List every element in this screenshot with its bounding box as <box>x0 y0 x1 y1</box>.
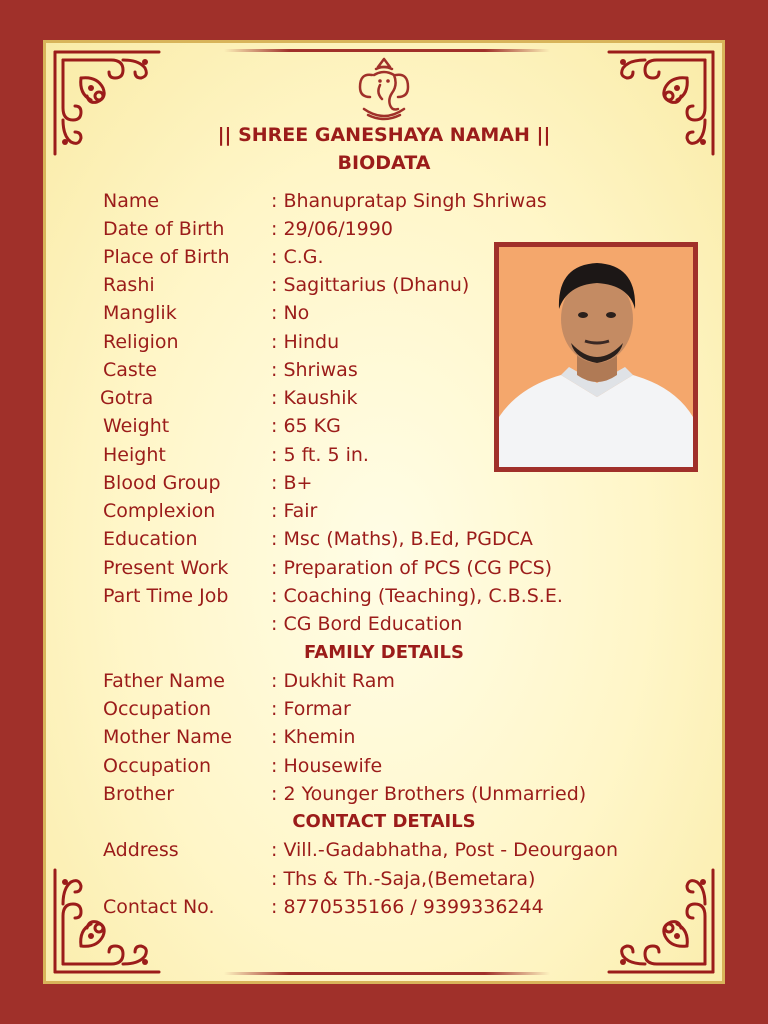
detail-value: : Vill.-Gadabhatha, Post - Deourgaon <box>271 839 619 861</box>
corner-ornament-icon <box>51 866 163 976</box>
detail-label: Education <box>103 528 198 550</box>
detail-value: : CG Bord Education <box>271 613 463 635</box>
detail-label: Height <box>103 444 166 466</box>
biodata-card <box>43 40 725 984</box>
detail-value: : Preparation of PCS (CG PCS) <box>271 557 553 579</box>
detail-label: Name <box>103 190 160 212</box>
detail-label: Contact No. <box>103 896 215 918</box>
detail-value: : Bhanupratap Singh Shriwas <box>271 190 547 212</box>
detail-label: Brother <box>103 783 175 805</box>
top-decorative-line <box>224 49 550 52</box>
detail-label: Place of Birth <box>103 246 230 268</box>
detail-value: : No <box>271 302 310 324</box>
bottom-decorative-line <box>224 972 550 975</box>
detail-label: Mother Name <box>103 726 233 748</box>
detail-label: Religion <box>103 331 179 353</box>
detail-label: Manglik <box>103 302 177 324</box>
header-title: || SHREE GANESHAYA NAMAH || <box>217 124 551 146</box>
detail-label: Father Name <box>103 670 225 692</box>
profile-photo <box>494 242 698 472</box>
detail-value: : 29/06/1990 <box>271 218 393 240</box>
detail-label: Occupation <box>103 698 211 720</box>
detail-label: Blood Group <box>103 472 221 494</box>
detail-label: Part Time Job <box>103 585 229 607</box>
family-details-heading: FAMILY DETAILS <box>304 642 464 663</box>
corner-ornament-icon <box>605 866 717 976</box>
detail-label: Rashi <box>103 274 155 296</box>
detail-value: : Fair <box>271 500 318 522</box>
detail-label: Address <box>103 839 179 861</box>
detail-value: : Ths & Th.-Saja,(Bemetara) <box>271 868 536 890</box>
detail-value: : Hindu <box>271 331 340 353</box>
header-subtitle: BIODATA <box>337 152 431 174</box>
ganesha-icon <box>354 55 414 125</box>
detail-value: : Msc (Maths), B.Ed, PGDCA <box>271 528 533 550</box>
detail-value: : Khemin <box>271 726 356 748</box>
detail-label: Weight <box>103 415 170 437</box>
detail-value: : Dukhit Ram <box>271 670 395 692</box>
detail-value: : Sagittarius (Dhanu) <box>271 274 470 296</box>
detail-value: : Coaching (Teaching), C.B.S.E. <box>271 585 563 607</box>
detail-value: : B+ <box>271 472 313 494</box>
detail-value: : 65 KG <box>271 415 341 437</box>
detail-label: Gotra <box>100 387 154 409</box>
detail-label: Date of Birth <box>103 218 225 240</box>
detail-value: : 5 ft. 5 in. <box>271 444 369 466</box>
detail-label: Caste <box>103 359 157 381</box>
detail-label: Present Work <box>103 557 229 579</box>
detail-value: : Housewife <box>271 755 383 777</box>
detail-value: : C.G. <box>271 246 324 268</box>
detail-value: : 8770535166 / 9399336244 <box>271 896 544 918</box>
detail-value: : Kaushik <box>271 387 358 409</box>
contact-details-heading: CONTACT DETAILS <box>292 811 476 832</box>
detail-label: Occupation <box>103 755 211 777</box>
detail-label: Complexion <box>103 500 216 522</box>
detail-value: : Formar <box>271 698 351 720</box>
detail-value: : 2 Younger Brothers (Unmarried) <box>271 783 587 805</box>
detail-value: : Shriwas <box>271 359 358 381</box>
